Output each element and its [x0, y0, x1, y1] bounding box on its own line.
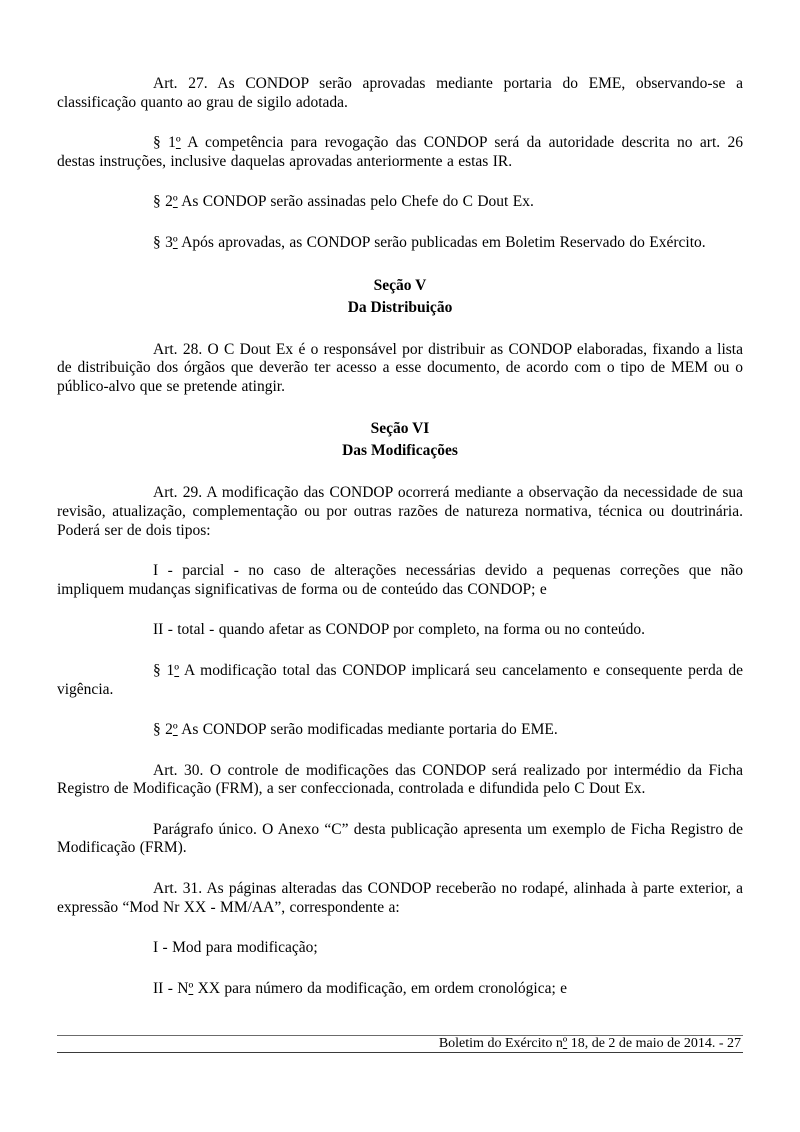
- paragraph-art-27-par-2: § 2º As CONDOP serão assinadas pelo Chefe do C Dout Ex.: [153, 193, 534, 211]
- page-footer: [57, 1035, 743, 1053]
- section-vi-title: Seção VI: [370, 420, 430, 438]
- paragraph-art-27: Art. 27. As CONDOP serão aprovadas mediante portaria do EME, observando-se a classificação quanto ao grau de sigilo adotada.: [57, 75, 743, 111]
- paragraph-art-31: Art. 31. As páginas alteradas das CONDOP receberão no rodapé, alinhada à parte exterior, a expressão “Mod Nr XX - MM/AA”, correspondente a:: [57, 880, 743, 916]
- footer-text: Boletim do Exército nº 18, de 2 de maio de 2014. - 27: [438, 1036, 741, 1051]
- document-content: [57, 75, 743, 1020]
- paragraph-art-28: Art. 28. O C Dout Ex é o responsável por distribuir as CONDOP elaboradas, fixando a lista de distribuição dos órgãos que deverão ter acesso a esse documento, de acordo com o tipo de MEM ou o público-alvo que se pretende atingir.: [57, 340, 743, 395]
- paragraph-art-31-item-ii: II - Nº XX para número da modificação, em ordem cronológica; e: [153, 979, 568, 997]
- paragraph-art-27-par-3: § 3º Após aprovadas, as CONDOP serão publicadas em Boletim Reservado do Exército.: [153, 233, 706, 251]
- section-vi-subtitle: Das Modificações: [342, 442, 458, 460]
- paragraph-art-29-item-ii: II - total - quando afetar as CONDOP por completo, na forma ou no conteúdo.: [153, 621, 645, 639]
- paragraph-art-31-item-i: I - Mod para modificação;: [153, 939, 318, 957]
- section-v-title: Seção V: [373, 276, 427, 294]
- paragraph-art-29-item-i: I - parcial - no caso de alterações necessárias devido a pequenas correções que não impliquem mudanças significativas de forma ou de conteúdo das CONDOP; e: [57, 562, 743, 598]
- section-vi-heading: [57, 418, 743, 462]
- section-v-heading: [57, 275, 743, 319]
- paragraph-art-29-par-1: § 1º A modificação total das CONDOP implicará seu cancelamento e consequente perda de vigência.: [57, 661, 744, 698]
- section-v-subtitle: Da Distribuição: [347, 298, 453, 316]
- paragraph-art-30-paragrafo-unico: Parágrafo único. O Anexo “C” desta publicação apresenta um exemplo de Ficha Registro de Modificação (FRM).: [57, 820, 743, 857]
- paragraph-art-29-par-2: § 2º As CONDOP serão modificadas mediante portaria do EME.: [153, 721, 558, 739]
- paragraph-art-30: Art. 30. O controle de modificações das CONDOP será realizado por intermédio da Ficha Registro de Modificação (FRM), a ser confeccionada, controlada e difundida pelo C Dout Ex.: [57, 761, 743, 798]
- paragraph-art-29: Art. 29. A modificação das CONDOP ocorrerá mediante a observação da necessidade de sua revisão, atualização, complementação ou por outras razões de natureza normativa, técnica ou doutrinária. Poderá ser de dois tipos:: [57, 484, 743, 539]
- paragraph-art-27-par-1: § 1º A competência para revogação das CONDOP será da autoridade descrita no art. 26 destas instruções, inclusive daquelas aprovadas anteriormente a estas IR.: [57, 134, 744, 170]
